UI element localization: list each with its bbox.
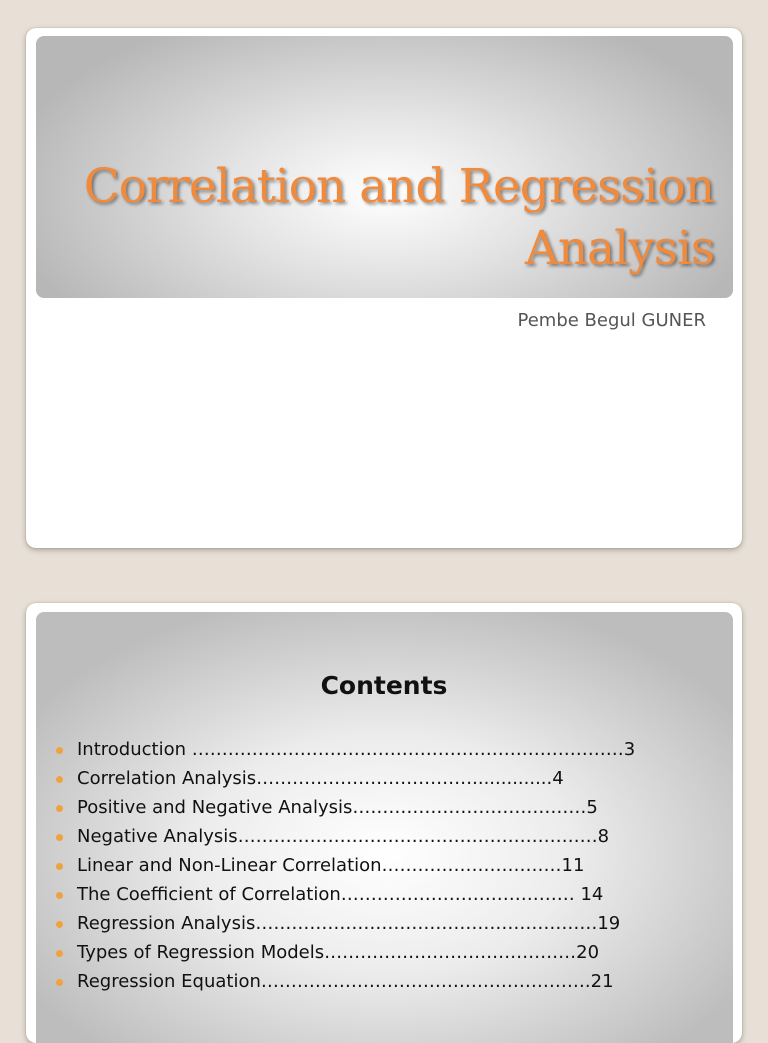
toc-item [50, 735, 635, 764]
table-of-contents [50, 735, 635, 996]
toc-item-text: The Coefficient of Correlation………………………………… 14 [77, 884, 604, 905]
toc-item [50, 764, 635, 793]
toc-item [50, 909, 635, 938]
author-name: Pembe Begul GUNER [517, 310, 706, 331]
toc-item [50, 938, 635, 967]
toc-item-text: Types of Regression Models……………………………………20 [77, 942, 600, 963]
toc-item-text: Regression Analysis…………………………………………………19 [77, 913, 621, 934]
bullet-icon [56, 834, 63, 841]
toc-item [50, 822, 635, 851]
toc-item-text: Negative Analysis……………………………………………………8 [77, 826, 610, 847]
bullet-icon [56, 747, 63, 754]
bullet-icon [56, 921, 63, 928]
bullet-icon [56, 805, 63, 812]
toc-item-text: Positive and Negative Analysis…………………………………5 [77, 797, 598, 818]
toc-item-text: Correlation Analysis………………………………..............4 [77, 768, 564, 789]
toc-item [50, 793, 635, 822]
bullet-icon [56, 979, 63, 986]
bullet-icon [56, 776, 63, 783]
title-line-1: Correlation and Regression [83, 159, 714, 214]
bullet-icon [56, 892, 63, 899]
toc-item [50, 967, 635, 996]
contents-slide [26, 603, 742, 1043]
presentation-title [84, 156, 714, 280]
toc-item-text: Linear and Non-Linear Correlation…………………………11 [77, 855, 585, 876]
toc-item-text: Introduction ………………………………………………………………3 [77, 739, 636, 760]
bullet-icon [56, 863, 63, 870]
title-line-2: Analysis [524, 221, 714, 276]
bullet-icon [56, 950, 63, 957]
toc-item [50, 880, 635, 909]
toc-item [50, 851, 635, 880]
title-slide [26, 28, 742, 548]
contents-heading: Contents [320, 671, 448, 700]
toc-item-text: Regression Equation……………………………………………….21 [77, 971, 614, 992]
